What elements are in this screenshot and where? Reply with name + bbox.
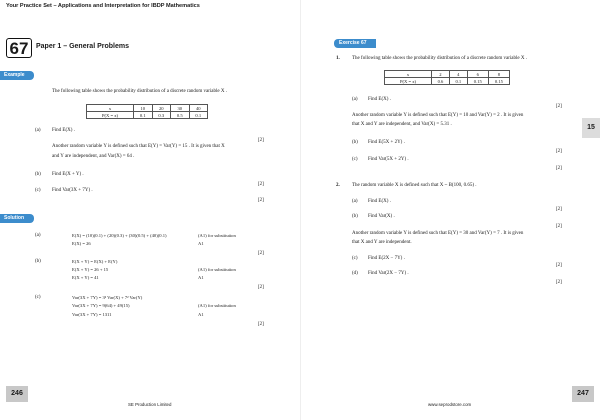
table-cell: 0.1 — [449, 78, 467, 85]
table-row — [87, 105, 208, 112]
exercise-q2-intro: The random variable X is defined such that X ~ B(100, 0.65) . — [352, 183, 477, 188]
exercise-q2d-text: Find Var(2X − 7Y) . — [368, 271, 409, 276]
example-qa-number: (a) — [35, 128, 41, 133]
exercise-q1-given-line1: Another random variable Y is defined such that E(Y) = 10 and Var(Y) = 2 . It is given — [352, 113, 524, 118]
solution-a-line1: E(X) = (10)(0.1) + (20)(0.3) + (30)(0.5) + (40)(0.1) — [72, 233, 167, 238]
exercise-label: Exercise 67 — [334, 39, 376, 48]
solution-a-line2: E(X) = 26 — [72, 241, 91, 246]
table-row — [385, 71, 510, 78]
table-cell: 0.5 — [171, 112, 190, 119]
exercise-q2-given-line2: that X and Y are independent. — [352, 240, 412, 245]
exercise-q2c-number: (c) — [352, 256, 358, 261]
chapter-side-tab: 15 — [582, 118, 600, 138]
solution-label: Solution — [0, 214, 34, 223]
solution-c-number: (c) — [35, 295, 41, 300]
exercise-q1c-number: (c) — [352, 157, 358, 162]
solution-c-line3-note: A1 — [198, 312, 204, 317]
table-cell: x — [385, 71, 432, 78]
page-spine — [300, 0, 301, 420]
exercise-q2d-mark: [2] — [556, 280, 562, 285]
table-cell: 0.1 — [134, 112, 153, 119]
exercise-q2d-number: (d) — [352, 271, 358, 276]
example-given-line2: and Y are independent, and Var(X) = 64 . — [52, 154, 135, 159]
exercise-q1-intro: The following table shows the probability distribution of a discrete random variable X . — [352, 56, 527, 61]
solution-a-line1-note: (A1) for substitution — [198, 233, 236, 238]
exercise-q2-number: 2. — [336, 183, 340, 188]
table-cell: 0.15 — [467, 78, 488, 85]
example-label: Example — [0, 71, 34, 80]
footer-publisher: SE Production Limited — [128, 402, 172, 407]
exercise-q1-given-line2: that X and Y are independent, and Var(X) = 5.31 . — [352, 122, 452, 127]
solution-c-line3: Var(3X + 7Y) = 1311 — [72, 312, 112, 317]
chapter-title: Paper 1 – General Problems — [36, 43, 129, 50]
table-row — [385, 78, 510, 85]
exercise-q2a-number: (a) — [352, 199, 358, 204]
table-cell: 0.6 — [432, 78, 450, 85]
table-cell: P(X = x) — [87, 112, 134, 119]
table-cell: 6 — [467, 71, 488, 78]
exercise-q2a-mark: [2] — [556, 207, 562, 212]
solution-c-line2: Var(3X + 7Y) = 9(64) + 49(15) — [72, 303, 130, 308]
table-cell: 8 — [488, 71, 509, 78]
exercise-probability-table — [384, 70, 510, 85]
table-cell: 40 — [189, 105, 208, 112]
example-qb-number: (b) — [35, 172, 41, 177]
solution-c-mark: [2] — [258, 322, 264, 327]
exercise-q1a-number: (a) — [352, 97, 358, 102]
solution-c-line1: Var(3X + 7Y) = 3² Var(X) + 7² Var(Y) — [72, 295, 143, 300]
table-cell: P(X = x) — [385, 78, 432, 85]
table-cell: 0.1 — [189, 112, 208, 119]
table-cell: 20 — [152, 105, 171, 112]
exercise-q2b-mark: [2] — [556, 224, 562, 229]
table-cell: 30 — [171, 105, 190, 112]
exercise-q1b-mark: [2] — [556, 149, 562, 154]
chapter-number: 67 — [6, 38, 32, 58]
solution-b-line2: E(X + Y) = 26 + 15 — [72, 267, 109, 272]
solution-b-line3: E(X + Y) = 41 — [72, 275, 99, 280]
exercise-q2-given-line1: Another random variable Y is defined such that E(Y) = 30 and Var(Y) = 7 . It is given — [352, 231, 524, 236]
solution-a-mark: [2] — [258, 251, 264, 256]
example-intro: The following table shows the probability distribution of a discrete random variable X . — [52, 89, 227, 94]
solution-b-line2-note: (A1) for substitution — [198, 267, 236, 272]
table-cell: 2 — [432, 71, 450, 78]
solution-a-number: (a) — [35, 233, 41, 238]
exercise-q2c-text: Find E(2X − 7Y) . — [368, 256, 405, 261]
solution-c-line2-note: (A1) for substitution — [198, 303, 236, 308]
example-qc-number: (c) — [35, 188, 41, 193]
table-cell: 10 — [134, 105, 153, 112]
solution-b-number: (b) — [35, 259, 41, 264]
exercise-q1b-number: (b) — [352, 140, 358, 145]
exercise-q2c-mark: [2] — [556, 263, 562, 268]
example-probability-table — [86, 104, 208, 119]
table-cell: 4 — [449, 71, 467, 78]
exercise-q1-number: 1. — [336, 56, 340, 61]
table-cell: 0.3 — [152, 112, 171, 119]
example-qa-mark: [2] — [258, 138, 264, 143]
exercise-q1a-mark: [2] — [556, 104, 562, 109]
exercise-q1c-text: Find Var(5X + 2Y) . — [368, 157, 409, 162]
table-cell: 0.15 — [488, 78, 509, 85]
exercise-q1c-mark: [2] — [556, 166, 562, 171]
example-qc-text: Find Var(3X + 7Y) . — [52, 188, 93, 193]
solution-b-line3-note: A1 — [198, 275, 204, 280]
table-cell: x — [87, 105, 134, 112]
solution-a-line2-note: A1 — [198, 241, 204, 246]
footer-website: www.seprodstore.com — [428, 402, 472, 407]
solution-b-mark: [2] — [258, 285, 264, 290]
page-number-left: 246 — [6, 386, 28, 402]
exercise-q2b-number: (b) — [352, 214, 358, 219]
solution-b-line1: E(X + Y) = E(X) + E(Y) — [72, 259, 118, 264]
example-qb-text: Find E(X + Y) . — [52, 172, 84, 177]
table-row — [87, 112, 208, 119]
exercise-q1a-text: Find E(X) . — [368, 97, 391, 102]
example-qc-mark: [2] — [258, 198, 264, 203]
example-qa-text: Find E(X) . — [52, 128, 75, 133]
example-qb-mark: [2] — [258, 182, 264, 187]
page-number-right: 247 — [572, 386, 594, 402]
example-given-line1: Another random variable Y is defined such that E(Y) = Var(Y) = 15 . It is given that X — [52, 144, 225, 149]
exercise-q1b-text: Find E(5X + 2Y) . — [368, 140, 405, 145]
exercise-q2b-text: Find Var(X) . — [368, 214, 395, 219]
running-header: Your Practice Set – Applications and Interpretation for IBDP Mathematics — [6, 3, 200, 9]
exercise-q2a-text: Find E(X) . — [368, 199, 391, 204]
